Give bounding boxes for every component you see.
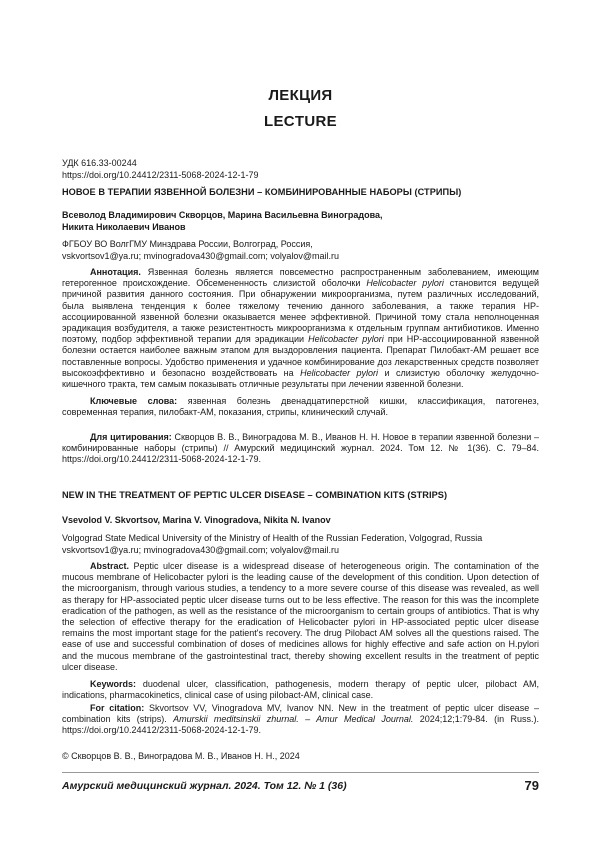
keywords-text: duodenal ulcer, classification, pathogenesis, modern therapy of peptic ulcer, pilobact AM, indications, pharmacokinetics, clinical case of using pilobact-AM, clinical case. — [62, 679, 539, 701]
keywords-label: Keywords: — [90, 679, 137, 689]
affiliation-en — [62, 533, 482, 556]
page-number: 79 — [524, 778, 539, 793]
article-meta — [62, 158, 258, 181]
affiliation-emails: vskvortsov1@ya.ru; mvinogradova430@gmail.com; volyalov@mail.ru — [62, 250, 340, 261]
species-name: Helicobacter pylori — [366, 278, 444, 289]
citation-text: Skvortsov VV, Vinogradova MV, Ivanov NN. New in the treatment of peptic ulcer disease – combination kits (strips). — [62, 703, 540, 725]
abstract-text: при HP-ассоциированной язвенной болезни остается наиболее важным этапом для выздоровления пациента. Препарат Пилобакт-АМ решает все поставленные вопросы. Удобство применения и удачное комбинирование доз лекарственных средств позволяет высокоэффективно и безопасно воздействовать на — [62, 334, 540, 378]
citation-text: Скворцов В. В., Виноградова М. В., Иванов Н. Н. Новое в терапии язвенной болезни – комбинированные наборы (стрипы) // Амурский медицинский журнал. 2024. Том 12. № 1(36). С. 79–84. https://doi.org/10.24412/2311-5068-2024-12-1-79. — [62, 432, 539, 465]
citation-ru — [62, 432, 539, 466]
journal-name: Amurskii meditsinskii zhurnal. – Amur Medical Journal. — [173, 714, 414, 725]
keywords-en — [62, 679, 539, 701]
doi-link[interactable]: https://doi.org/10.24412/2311-5068-2024-12-1-79 — [62, 169, 259, 180]
section-heading-ru: ЛЕКЦИЯ — [268, 87, 333, 104]
citation-label: For citation: — [90, 703, 145, 713]
abstract-text: становится ведущей причиной развития данного состояния. При обнаружении микроорганизма, путем различных исследований, была выявлена тенденция к более тяжелому течению данного заболевания, а также терапия HP-ассоциированной язвенной болезни оказывается менее эффективной. Причиной тому стала неполноценная эрадикация возбудителя, а также резистентность микроорганизма к отдельным группам антибиотиков. Именно поэтому, подбор эффективной терапии для эрадикации — [62, 278, 539, 345]
abstract-text: Peptic ulcer disease is a widespread disease of heterogeneous origin. The contamination of the mucous membrane of Helicobacter pylori is the leading cause of the development of this condition. Upon detection of the microorganism, through various studies, a tendency to a more severe course of this disease was revealed, as well as therapy for HP-associated peptic ulcer disease turns out to be less effective. The reason for this was the incomplete eradication of the pathogen, as well as the resistance of the microorganism to certain groups of antibiotics. That is why the selection of effective therapy for the eradication of Helicobacter pylori in HP-associated peptic ulcer disease remains the most important stage for the patient's recovery. The drug Pilobact AM solves all the questions raised. The ease of use and successful combination of doses of medicines allows for highly effective and safe action on H.pylori and the mucous membrane of the gastrointestinal tract, thereby showing excellent results in the treatment of peptic ulcer disease. — [62, 561, 539, 672]
abstract-label: Аннотация. — [90, 267, 141, 277]
citation-en — [62, 703, 539, 737]
affiliation-line-1: Volgograd State Medical University of the Ministry of Health of the Russian Federation, Volgograd, Russia — [62, 533, 483, 543]
species-name: Helicobacter pylori — [308, 334, 384, 345]
journal-footer: Амурский медицинский журнал. 2024. Том 12. № 1 (36) — [62, 780, 347, 792]
abstract-text: и слизистую оболочку желудочно-кишечного тракта, тем самым показывать отличные результаты при лечении язвенной болезни. — [62, 367, 539, 390]
authors-ru — [62, 210, 383, 233]
section-heading-en: LECTURE — [264, 113, 337, 130]
udc-code: УДК 616.33-00244 — [62, 158, 137, 168]
authors-line-1: Всеволод Владимирович Скворцов, Марина Васильевна Виноградова, — [62, 210, 383, 220]
abstract-en — [62, 561, 539, 673]
keywords-label: Ключевые слова: — [90, 396, 178, 406]
affiliation-ru — [62, 239, 339, 262]
copyright: © Скворцов В. В., Виноградова М. В., Иванов Н. Н., 2024 — [62, 751, 300, 761]
authors-line-2: Никита Николаевич Иванов — [62, 221, 186, 232]
citation-text: 2024;12;1:79-84. (in Russ.). https://doi.org/10.24412/2311-5068-2024-12-1-79. — [62, 714, 539, 736]
affiliation-line-1: ФГБОУ ВО ВолгГМУ Минздрава России, Волгоград, Россия, — [62, 239, 313, 249]
citation-label: Для цитирования: — [90, 432, 172, 442]
species-name: Helicobacter pylori — [300, 367, 379, 378]
abstract-ru — [62, 267, 539, 390]
abstract-label: Abstract. — [90, 561, 130, 571]
footer-divider — [62, 772, 539, 773]
article-title-en: NEW IN THE TREATMENT OF PEPTIC ULCER DISEASE – COMBINATION KITS (STRIPS) — [62, 490, 448, 500]
keywords-ru — [62, 396, 539, 418]
keywords-text: язвенная болезнь двенадцатиперстной кишки, классификация, патогенез, современная терапия, пилобакт-АМ, показания, стрипы, клинический случай. — [62, 396, 539, 418]
abstract-text: Язвенная болезнь является повсеместно распространенным заболеванием, имеющим гетерогенное происхождение. Обсемененность слизистой оболочки — [62, 267, 539, 289]
affiliation-emails: vskvortsov1@ya.ru; mvinogradova430@gmail.com; volyalov@mail.ru — [62, 544, 340, 555]
authors-en: Vsevolod V. Skvortsov, Marina V. Vinogradova, Nikita N. Ivanov — [62, 515, 331, 525]
article-title-ru: НОВОЕ В ТЕРАПИИ ЯЗВЕННОЙ БОЛЕЗНИ – КОМБИНИРОВАННЫЕ НАБОРЫ (СТРИПЫ) — [62, 187, 462, 197]
